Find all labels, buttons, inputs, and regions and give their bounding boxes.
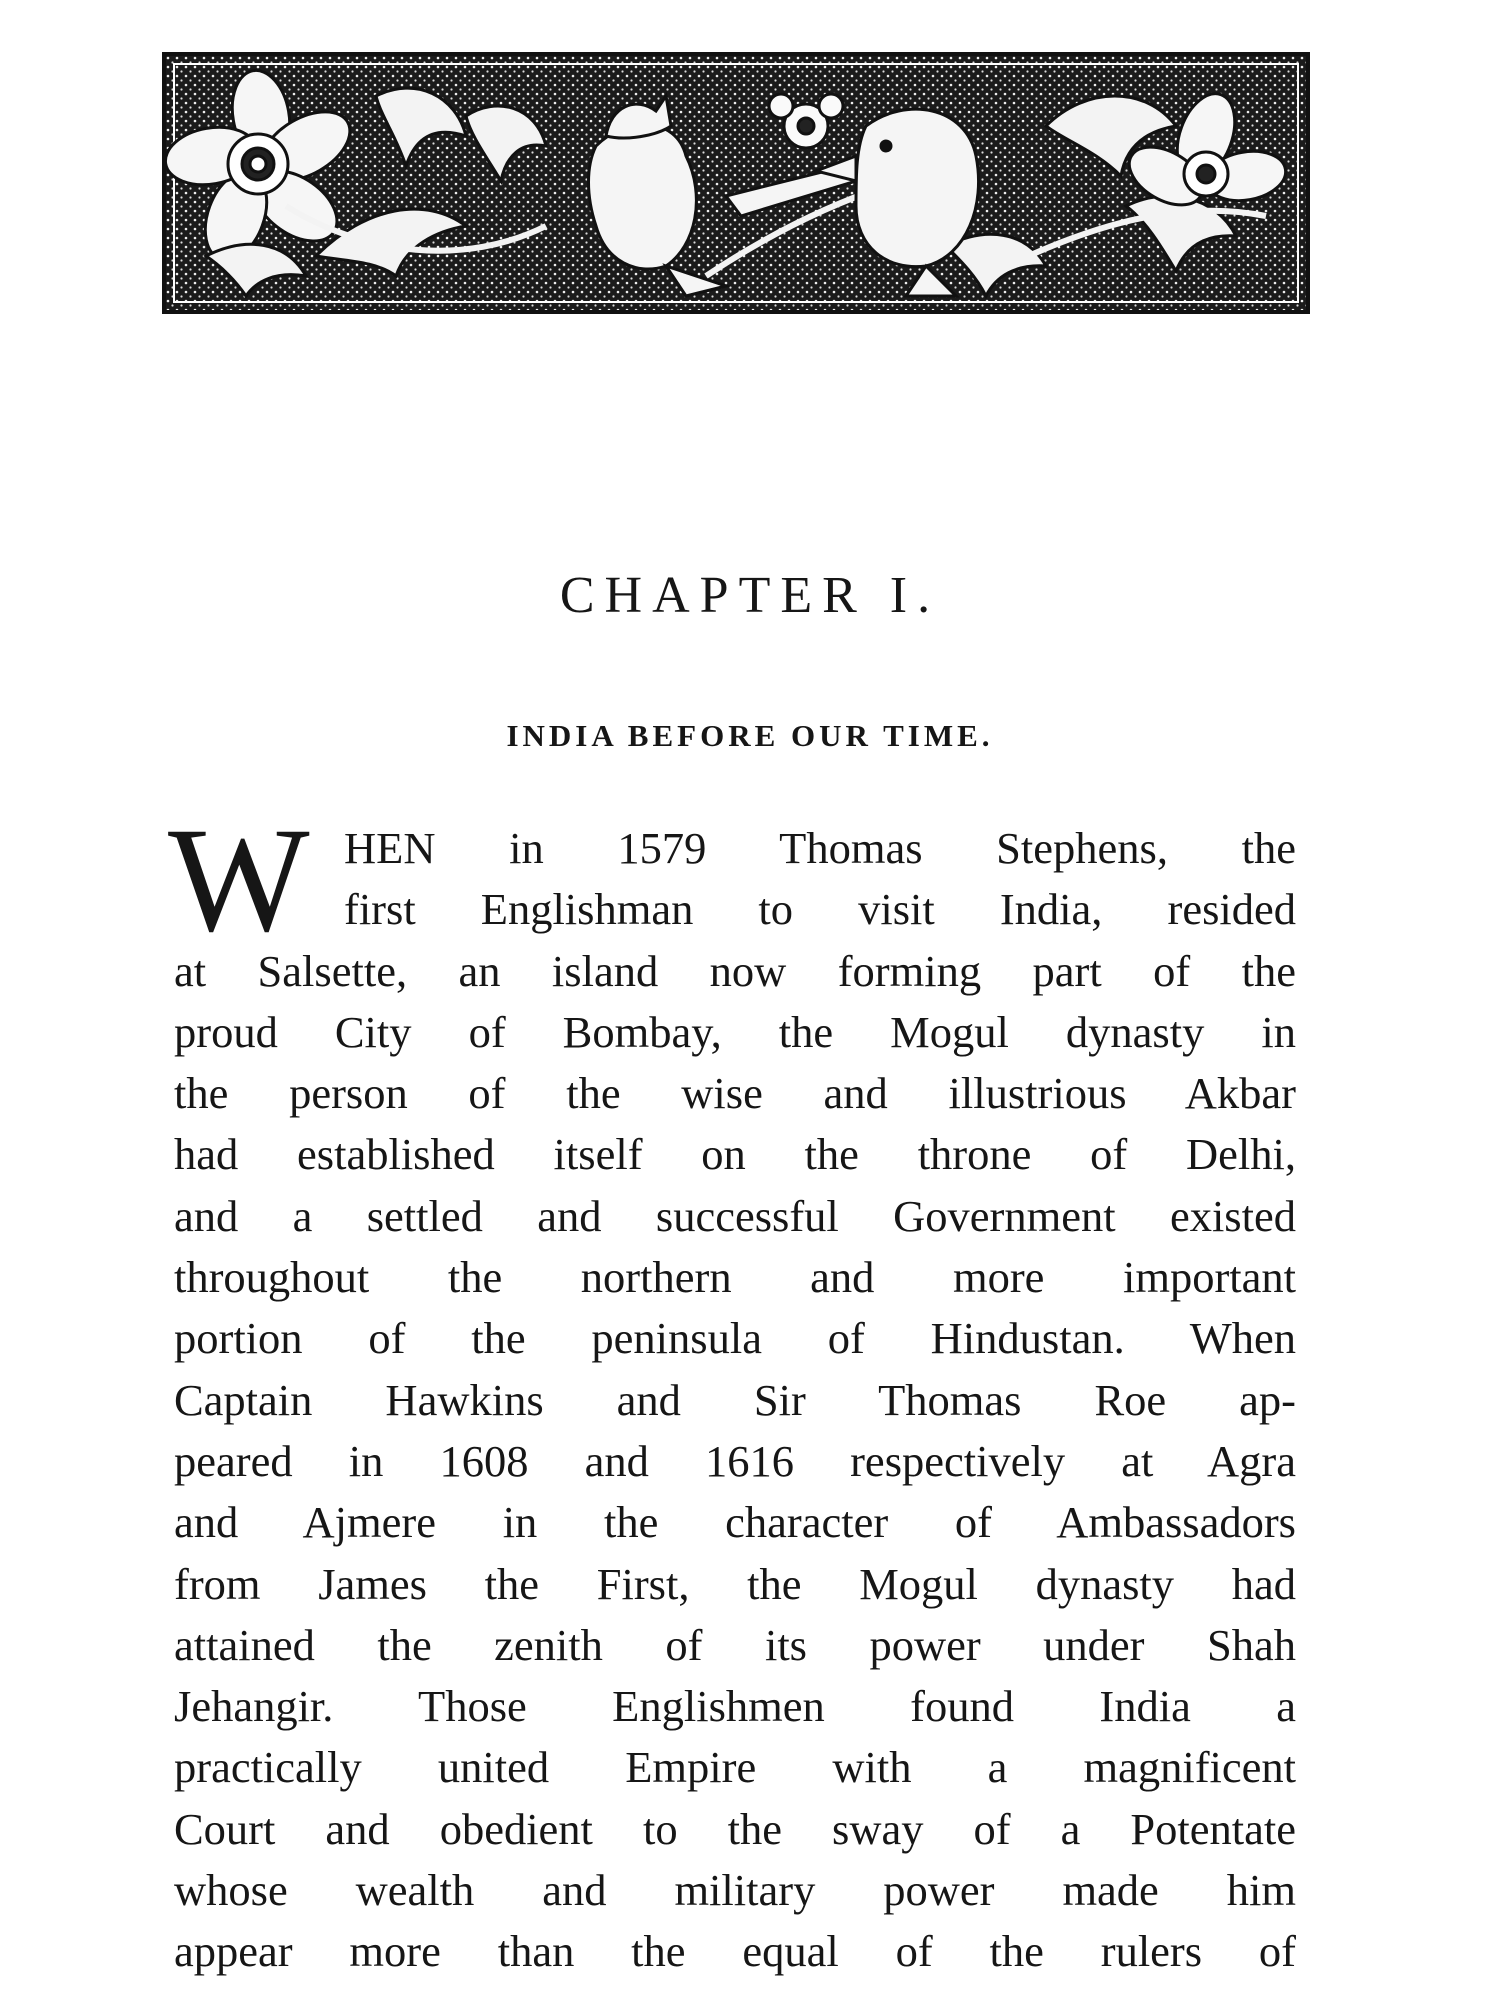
- text-line: appear more than the equal of the rulers of: [174, 1926, 1296, 1977]
- text-line: practically united Empire with a magnificent: [174, 1742, 1296, 1793]
- text-line: had established itself on the throne of Delhi,: [174, 1129, 1296, 1180]
- text-line: attained the zenith of its power under Shah: [174, 1619, 1296, 1670]
- text-line: whose wealth and military power made him: [174, 1865, 1296, 1916]
- chapter-subtitle: INDIA BEFORE OUR TIME.: [506, 718, 994, 753]
- text-line: and a settled and successful Government existed: [174, 1190, 1296, 1241]
- text-line: portion of the peninsula of Hindustan. When: [174, 1313, 1296, 1364]
- drop-cap: W: [168, 797, 310, 963]
- text-line: the person of the wise and illustrious Akbar: [174, 1068, 1296, 1119]
- chapter-title: CHAPTER I.: [559, 567, 941, 624]
- text-line: first Englishman to visit India, resided: [344, 884, 1296, 935]
- ornamental-headpiece: [162, 52, 1310, 314]
- text-line: HEN in 1579 Thomas Stephens, the: [344, 823, 1296, 873]
- text-line: at Salsette, an island now forming part of the: [174, 945, 1296, 996]
- text-line: Captain Hawkins and Sir Thomas Roe ap-: [174, 1374, 1296, 1425]
- floral-ornament-icon: [166, 56, 1306, 310]
- text-line: throughout the northern and more important: [174, 1252, 1296, 1303]
- text-line: peared in 1608 and 1616 respectively at Agra: [174, 1435, 1296, 1486]
- text-line: Jehangir. Those Englishmen found India a: [174, 1681, 1296, 1732]
- chapter-body-text: [168, 797, 1296, 1983]
- text-line: Court and obedient to the sway of a Potentate: [174, 1803, 1296, 1854]
- text-line: and Ajmere in the character of Ambassadors: [174, 1497, 1296, 1548]
- text-line: from James the First, the Mogul dynasty had: [174, 1558, 1296, 1609]
- text-line: proud City of Bombay, the Mogul dynasty in: [174, 1006, 1296, 1057]
